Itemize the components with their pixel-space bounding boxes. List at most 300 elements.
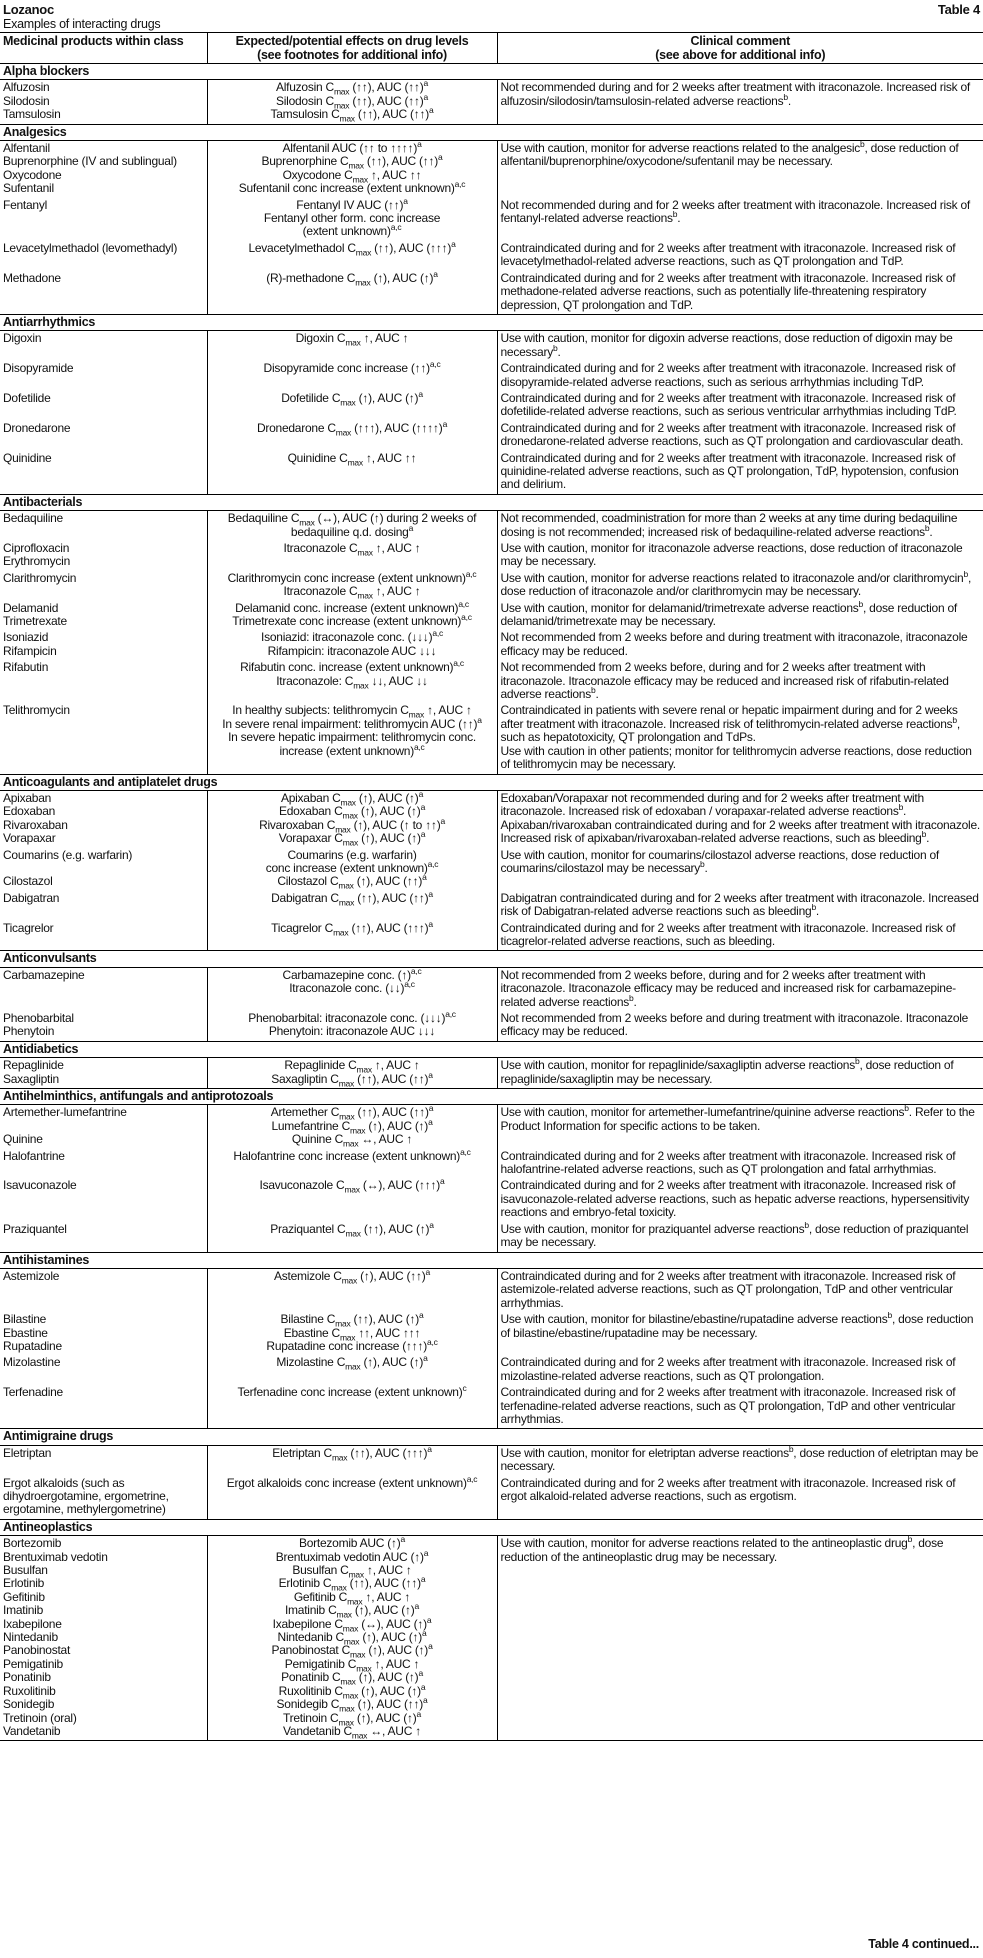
- effect-text: Digoxin $C_{max}$ ↑, AUC ↑: [295, 331, 409, 348]
- drug-names-cell: [0, 511, 207, 541]
- effects-cell: [207, 703, 497, 774]
- table-row: [0, 421, 983, 451]
- clinical-comment: Contraindicated during and for 2 weeks after treatment with itraconazole. Increased risk of levacetylmethadol-related adverse reactions, such as QT prolongation and TdP.: [500, 240, 956, 269]
- drug-names-cell: [0, 80, 207, 124]
- drug-names-cell: [0, 1011, 207, 1041]
- effect-text: Erlotinib $C_{max}$ (↑↑), AUC (↑↑)$^a$: [278, 1574, 426, 1593]
- drug-class-label: Antimigraine drugs: [0, 1429, 983, 1445]
- effect-text: Itraconazole $C_{max}$ ↑, AUC ↑: [283, 584, 421, 601]
- effect-text: Pemigatinib $C_{max}$ ↑, AUC ↑: [284, 1656, 420, 1674]
- effects-cell: [207, 511, 497, 541]
- drug-class-label: Antihelminthics, antifungals and antiprotozoals: [0, 1089, 983, 1105]
- drug-names-cell: [0, 921, 207, 951]
- drug-name: Rupatadine: [3, 1338, 62, 1353]
- drug-names-cell: [0, 1222, 207, 1252]
- effects-cell: [207, 1146, 497, 1179]
- effect-text: Sufentanil conc increase (extent unknown)$^{a,c}$: [238, 179, 466, 196]
- effects-cell: [207, 1219, 497, 1252]
- drug-class-row: [0, 1429, 983, 1445]
- column-header-effects: Expected/potential effects on drug levels (see footnotes for additional info): [207, 33, 497, 64]
- effect-text: Rupatadine conc increase (↑↑↑)$^{a,c}$: [266, 1336, 438, 1353]
- clinical-comment-cell: [497, 1011, 983, 1041]
- drug-name: Trimetrexate: [3, 614, 67, 629]
- effect-text: Lumefantrine $C_{max}$ (↑), AUC (↑)$^a$: [271, 1116, 433, 1136]
- drug-name: Isoniazid: [3, 630, 49, 645]
- effect-text: Astemizole $C_{max}$ (↑), AUC (↑↑)$^a$: [274, 1266, 430, 1286]
- drug-names-cell: [0, 391, 207, 421]
- drug-name: Alfentanil: [3, 141, 50, 156]
- clinical-comment: Use with caution, monitor for coumarins/cilostazol adverse reactions, dose reduction of coumarins/cilostazol may be necessary$^b$.: [500, 847, 939, 875]
- clinical-comment: Use with caution, monitor for digoxin adverse reactions, dose reduction of digoxin may be necessary$^b$.: [500, 331, 953, 359]
- table-row: [0, 1476, 983, 1520]
- table-row: [0, 630, 983, 660]
- effects-cell: [207, 918, 497, 951]
- clinical-comment-cell: [497, 1445, 983, 1475]
- effect-text: Carbamazepine conc. (↑)$^{a,c}$: [282, 965, 422, 982]
- clinical-comment: Contraindicated during and for 2 weeks after treatment with itraconazole. Increased risk of quinidine-related adverse reactions, such as QT prolongation, TdP, hypotension, confusion and delirium.: [500, 450, 959, 492]
- clinical-comment: Not recommended, coadministration for more than 2 weeks at any time during bedaquiline dosing is not recommended; increased risk of bedaquiline-related adverse reactions$^b$.: [500, 511, 958, 539]
- drug-names-cell: [0, 1445, 207, 1475]
- effect-text: Halofantrine conc increase (extent unknown)$^{a,c}$: [233, 1146, 471, 1163]
- effect-text: Ticagrelor $C_{max}$ (↑↑), AUC (↑↑↑)$^a$: [271, 918, 433, 937]
- effects-cell: [207, 1105, 497, 1149]
- effect-text: Repaglinide $C_{max}$ ↑, AUC ↑: [284, 1058, 420, 1075]
- effects-cell: [207, 451, 497, 495]
- drug-names-cell: [0, 848, 207, 891]
- drug-name: Sufentanil: [3, 181, 54, 196]
- effect-text: Tamsulosin $C_{max}$ (↑↑), AUC (↑↑)$^a$: [270, 105, 434, 124]
- drug-name: Methadone: [3, 270, 61, 285]
- effects-cell: [207, 848, 497, 891]
- drug-names-cell: [0, 891, 207, 921]
- clinical-comment: Contraindicated in patients with severe renal or hepatic impairment during and for 2 weeks after treatment with itraconazole. Increased risk of telithromycin-related adverse reactions$^b$, such as hepatotoxicity, QT prolongation and TdPs.: [500, 703, 960, 745]
- drug-name: Coumarins (e.g. warfarin): [3, 847, 133, 862]
- table-row: [0, 1105, 983, 1149]
- drug-name: Fentanyl: [3, 197, 48, 212]
- drug-names-cell: [0, 1268, 207, 1312]
- effect-text: Praziquantel $C_{max}$ (↑↑), AUC (↑)$^a$: [270, 1219, 434, 1239]
- clinical-comment-cell: [497, 361, 983, 391]
- effect-text: Isavuconazole $C_{max}$ (↔), AUC (↑↑↑)$^a$: [259, 1176, 445, 1195]
- drug-name: Ebastine: [3, 1325, 48, 1340]
- clinical-comment-cell: [497, 660, 983, 703]
- effect-text: Phenytoin: itraconazole AUC ↓↓↓: [268, 1024, 436, 1039]
- clinical-comment: Use with caution, monitor for adverse reactions related to itraconazole and/or clarithromycin$^b$, dose reduction of itraconazole and/or clarithromycin may be necessary.: [500, 568, 972, 599]
- drug-name: Quinidine: [3, 450, 52, 465]
- effect-text: Ixabepilone $C_{max}$ (↔), AUC (↑)$^a$: [272, 1614, 432, 1634]
- clinical-comment-cell: [497, 703, 983, 774]
- drug-class-row: [0, 124, 983, 140]
- effects-cell: [207, 1385, 497, 1429]
- effects-cell: [207, 568, 497, 601]
- drug-class-label: Antihistamines: [0, 1252, 983, 1268]
- clinical-comment-cell: [497, 1312, 983, 1355]
- drug-names-cell: [0, 1536, 207, 1741]
- table-row: [0, 391, 983, 421]
- effect-text: Edoxaban $C_{max}$ (↑), AUC (↑)$^a$: [278, 802, 426, 821]
- drug-name: Levacetylmethadol (levomethadyl): [3, 240, 178, 255]
- clinical-comment-cell: [497, 541, 983, 571]
- drug-name: Imatinib: [3, 1603, 44, 1618]
- effects-cell: [207, 888, 497, 921]
- table-row: [0, 198, 983, 241]
- drug-name: Dronedarone: [3, 420, 71, 435]
- clinical-comment: Edoxaban/Vorapaxar not recommended during and for 2 weeks after treatment with itraconazole. Increased risk of edoxaban / vorapaxar-related adverse reactions$^b$.: [500, 790, 924, 819]
- effect-text: Levacetylmethadol $C_{max}$ (↑↑), AUC (↑↑↑)$^a$: [248, 238, 456, 258]
- clinical-comment-cell: [497, 391, 983, 421]
- effect-text: Dofetilide $C_{max}$ (↑), AUC (↑)$^a$: [281, 388, 423, 408]
- effect-text: Dabigatran $C_{max}$ (↑↑), AUC (↑↑)$^a$: [271, 888, 433, 908]
- clinical-comment: Contraindicated during and for 2 weeks after treatment with itraconazole. Increased risk of mizolastine-related adverse reactions, such as QT prolongation.: [500, 1355, 956, 1383]
- table-row: [0, 1011, 983, 1041]
- drug-name: Ticagrelor: [3, 920, 54, 935]
- effects-cell: [207, 238, 497, 271]
- drug-name: Busulfan: [3, 1563, 48, 1578]
- clinical-comment-cell: [497, 921, 983, 951]
- drug-name: Rifampicin: [3, 643, 57, 658]
- clinical-comment: Apixaban/rivaroxaban contraindicated during and for 2 weeks after treatment with itraconazole. Increased risk of apixaban/rivaroxaban-related adverse reactions, such as bleeding$^b$.: [500, 817, 980, 846]
- effect-text: Itraconazole: $C_{max}$ ↓↓, AUC ↓↓: [276, 673, 428, 691]
- drug-name: Ruxolitinib: [3, 1683, 56, 1698]
- effect-text: Bilastine $C_{max}$ (↑↑), AUC (↑)$^a$: [280, 1310, 424, 1329]
- effect-text: Alfentanil AUC (↑↑ to ↑↑↑↑)$^a$: [282, 139, 422, 156]
- clinical-comment-cell: [497, 790, 983, 847]
- clinical-comment: Use with caution, monitor for itraconazole adverse reactions, dose reduction of itraconazole may be necessary.: [500, 541, 963, 569]
- effects-cell: [207, 598, 497, 631]
- drug-name: Delamanid: [3, 600, 59, 615]
- table-row: [0, 571, 983, 601]
- clinical-comment: Contraindicated during and for 2 weeks after treatment with itraconazole. Increased risk of dofetilide-related adverse reactions, such as serious ventricular arrhythmias including TdP.: [500, 390, 957, 419]
- table-row: [0, 1178, 983, 1221]
- drug-name: Silodosin: [3, 93, 50, 108]
- drug-names-cell: [0, 361, 207, 391]
- drug-names-cell: [0, 331, 207, 361]
- drug-name: Erythromycin: [3, 554, 71, 569]
- drug-name: Alfuzosin: [3, 80, 50, 95]
- drug-name: Artemether-lumefantrine: [3, 1105, 127, 1120]
- drug-names-cell: [0, 1105, 207, 1149]
- drug-name: Carbamazepine: [3, 967, 85, 982]
- effects-cell: [207, 630, 497, 660]
- effect-text: Quinidine $C_{max}$ ↑, AUC ↑↑: [287, 450, 417, 467]
- clinical-comment-cell: [497, 421, 983, 451]
- clinical-comment: Not recommended from 2 weeks before, during and for 2 weeks after treatment with itraconazole. Itraconazole efficacy may be reduced and increased risk for carbamazepine-related adverse reactions$^b$.: [500, 967, 956, 1009]
- table-continued-note: Table 4 continued...: [868, 1937, 979, 1951]
- drug-name: Eletriptan: [3, 1445, 52, 1460]
- effects-cell: [207, 141, 497, 198]
- column-header-drugs: Medicinal products within class: [0, 33, 207, 64]
- drug-name: Rifabutin: [3, 660, 49, 675]
- clinical-comment-cell: [497, 141, 983, 198]
- drug-names-cell: [0, 141, 207, 198]
- effect-text: Itraconazole $C_{max}$ ↑, AUC ↑: [283, 541, 421, 558]
- clinical-comment-cell: [497, 598, 983, 631]
- effect-text: Fentanyl IV AUC (↑↑)$^a$: [296, 195, 408, 212]
- effect-text: Nintedanib $C_{max}$ (↑), AUC (↑)$^a$: [277, 1628, 427, 1647]
- table-row: [0, 921, 983, 951]
- effects-cell: [207, 1312, 497, 1355]
- table-row: [0, 891, 983, 921]
- clinical-comment: Use with caution in other patients; monitor for telithromycin adverse reactions, dose reduction of telithromycin may be necessary.: [500, 743, 972, 772]
- effect-text: Imatinib $C_{max}$ (↑), AUC (↑)$^a$: [284, 1601, 420, 1620]
- clinical-comment: Contraindicated during and for 2 weeks after treatment with itraconazole. Increased risk of dronedarone-related adverse reactions, such as QT prolongation and cardiovascular death.: [500, 420, 964, 449]
- drug-names-cell: [0, 601, 207, 631]
- clinical-comment: Contraindicated during and for 2 weeks after treatment with itraconazole. Increased risk of halofantrine-related adverse reactions, such as QT prolongation and fatal arrhythmias.: [500, 1148, 956, 1177]
- effect-text: Brentuximab vedotin AUC (↑)$^a$: [275, 1547, 429, 1564]
- drug-names-cell: [0, 630, 207, 660]
- table-row: [0, 790, 983, 847]
- drug-names-cell: [0, 1149, 207, 1179]
- effect-text: Fentanyl other form. conc increase: [263, 211, 441, 226]
- effect-text: Alfuzosin $C_{max}$ (↑↑), AUC (↑↑)$^a$: [276, 78, 428, 97]
- clinical-comment-cell: [497, 1178, 983, 1221]
- table-row: [0, 1268, 983, 1312]
- effects-cell: [207, 660, 497, 703]
- drug-name: Halofantrine: [3, 1148, 65, 1163]
- drug-class-row: [0, 774, 983, 790]
- drug-names-cell: [0, 1312, 207, 1355]
- drug-class-row: [0, 1252, 983, 1268]
- effect-text: Itraconazole conc. (↓↓)$^{a,c}$: [289, 979, 415, 996]
- effect-text: Ponatinib $C_{max}$ (↑), AUC (↑)$^a$: [281, 1668, 423, 1687]
- effect-text: In severe hepatic impairment: telithromycin conc.: [228, 730, 476, 745]
- table-row: [0, 1222, 983, 1252]
- drug-names-cell: [0, 451, 207, 495]
- clinical-comment: Contraindicated during and for 2 weeks after treatment with itraconazole. Increased risk of terfenadine-related adverse reactions, such as QT prolongation, TdP and other ventricular arrhythmias.: [500, 1385, 956, 1426]
- drug-name: Bortezomib: [3, 1536, 62, 1551]
- effects-cell: [207, 80, 497, 124]
- drug-name: [3, 862, 204, 875]
- table-row: [0, 331, 983, 361]
- drug-name: Bedaquiline: [3, 511, 63, 526]
- clinical-comment-cell: [497, 1058, 983, 1089]
- effects-cell: [207, 418, 497, 451]
- drug-name: Bilastine: [3, 1312, 47, 1327]
- clinical-comment-cell: [497, 331, 983, 361]
- effect-text: bedaquiline q.d. dosing$^a$: [290, 522, 414, 539]
- effect-text: Mizolastine $C_{max}$ (↑), AUC (↑)$^a$: [276, 1353, 428, 1372]
- drug-name: Disopyramide: [3, 361, 74, 376]
- clinical-comment: Dabigatran contraindicated during and for 2 weeks after treatment with itraconazole. Increased risk of Dabigatran-related adverse reactions such as bleeding$^b$.: [500, 890, 979, 919]
- interaction-table: [0, 32, 983, 1741]
- effect-text: Vandetanib $C_{max}$ ↔, AUC ↑: [283, 1723, 421, 1741]
- header-row: [0, 0, 983, 17]
- effect-text: In healthy subjects: telithromycin $C_{max}$ ↑, AUC ↑: [232, 703, 472, 720]
- table-row: [0, 1385, 983, 1429]
- drug-names-cell: [0, 271, 207, 315]
- drug-name: Vorapaxar: [3, 831, 56, 846]
- clinical-comment-cell: [497, 1536, 983, 1741]
- effects-cell: [207, 1445, 497, 1475]
- drug-name: Dabigatran: [3, 890, 60, 905]
- drug-names-cell: [0, 1058, 207, 1089]
- effect-text: Rivaroxaban $C_{max}$ (↑), AUC (↑ to ↑↑)$^a$: [259, 815, 445, 835]
- table-subtitle: Examples of interacting drugs: [3, 17, 161, 31]
- table-row: [0, 451, 983, 495]
- drug-name: Phenobarbital: [3, 1011, 74, 1025]
- effects-cell: [207, 388, 497, 421]
- effect-text: Eletriptan $C_{max}$ (↑↑), AUC (↑↑↑)$^a$: [272, 1443, 432, 1463]
- clinical-comment: Use with caution, monitor for artemether-lumefantrine/quinine adverse reactions$^b$. Refer to the Product Information for specific actions to be taken.: [500, 1103, 975, 1133]
- drug-class-row: [0, 494, 983, 510]
- table-row: [0, 1312, 983, 1355]
- drug-name: Saxagliptin: [3, 1071, 59, 1086]
- effect-text: (R)-methadone $C_{max}$ (↑), AUC (↑)$^a$: [266, 268, 438, 288]
- drug-name: [3, 1120, 204, 1133]
- effect-text: Ergot alkaloids conc increase (extent unknown)$^{a,c}$: [226, 1473, 478, 1490]
- table-row: [0, 361, 983, 391]
- drug-class-label: Alpha blockers: [0, 64, 983, 80]
- drug-name: Phenytoin: [3, 1024, 55, 1039]
- drug-name: Mizolastine: [3, 1355, 61, 1370]
- drug-name: Ixabepilone: [3, 1616, 62, 1631]
- effect-text: Apixaban $C_{max}$ (↑), AUC (↑)$^a$: [280, 788, 424, 808]
- effect-text: Vorapaxar $C_{max}$ (↑), AUC (↑)$^a$: [278, 829, 426, 848]
- effect-text: Disopyramide conc increase (↑↑)$^{a,c}$: [263, 359, 441, 376]
- drug-name: Apixaban: [3, 790, 52, 805]
- table-header-row: [0, 33, 983, 64]
- table-row: [0, 241, 983, 271]
- effects-cell: [207, 195, 497, 241]
- drug-name: Gefitinib: [3, 1589, 45, 1604]
- effect-text: conc increase (extent unknown)$^{a,c}$: [265, 858, 439, 875]
- table-row: [0, 80, 983, 124]
- clinical-comment-cell: [497, 451, 983, 495]
- effect-text: (extent unknown)$^{a,c}$: [302, 222, 402, 239]
- effect-text: Oxycodone $C_{max}$ ↑, AUC ↑↑: [282, 167, 422, 185]
- clinical-comment: Not recommended during and for 2 weeks after treatment with itraconazole. Increased risk of fentanyl-related adverse reactions$^b$.: [500, 197, 970, 226]
- effect-text: In severe renal impairment: telithromycin AUC (↑↑)$^a$: [222, 714, 482, 731]
- effects-cell: [207, 790, 497, 847]
- table-row: [0, 141, 983, 198]
- drug-names-cell: [0, 703, 207, 774]
- effect-text: Tretinoin $C_{max}$ (↑), AUC (↑)$^a$: [282, 1708, 422, 1727]
- clinical-comment: Not recommended from 2 weeks before, during and for 2 weeks after treatment with itraconazole. Itraconazole efficacy may be reduced and increased risk of rifabutin-related adverse reactions$^b$.: [500, 660, 949, 702]
- effect-text: Sonidegib $C_{max}$ (↑), AUC (↑↑)$^a$: [276, 1695, 428, 1714]
- table-row: [0, 1058, 983, 1089]
- clinical-comment-cell: [497, 80, 983, 124]
- clinical-comment: Contraindicated during and for 2 weeks after treatment with itraconazole. Increased risk of isavuconazole-related adverse reactions, such as hepatic adverse reactions, hypersensitivity reactions and embryo-fetal toxicity.: [500, 1178, 970, 1220]
- clinical-comment-cell: [497, 241, 983, 271]
- clinical-comment-cell: [497, 1105, 983, 1149]
- effects-cell: [207, 331, 497, 361]
- drug-name: Telithromycin: [3, 703, 70, 718]
- drug-name: Brentuximab vedotin: [3, 1549, 108, 1564]
- drug-name: Oxycodone: [3, 167, 62, 182]
- table-row: [0, 1536, 983, 1741]
- effect-text: Terfenadine conc increase (extent unknown)$^c$: [237, 1383, 467, 1400]
- clinical-comment-cell: [497, 891, 983, 921]
- effect-text: Isoniazid: itraconazole conc. (↓↓↓)$^{a,c}$: [261, 628, 443, 645]
- table-row: [0, 601, 983, 631]
- clinical-comment-cell: [497, 630, 983, 660]
- drug-class-row: [0, 1041, 983, 1057]
- clinical-comment: Contraindicated during and for 2 weeks after treatment with itraconazole. Increased risk of ticagrelor-related adverse reactions, such as bleeding.: [500, 920, 956, 948]
- drug-names-cell: [0, 571, 207, 601]
- clinical-comment: Use with caution, monitor for delamanid/trimetrexate adverse reactions$^b$, dose reduction of delamanid/trimetrexate may be necessary.: [500, 598, 957, 629]
- effect-text: Quinine $C_{max}$ ↔, AUC ↑: [291, 1132, 413, 1149]
- drug-name: Buprenorphine (IV and sublingual): [3, 154, 177, 169]
- drug-name: Quinine: [3, 1132, 43, 1147]
- table-number: Table 4: [937, 2, 980, 17]
- drug-names-cell: [0, 790, 207, 847]
- drug-name: Rivaroxaban: [3, 817, 68, 832]
- effect-text: Bortezomib AUC (↑)$^a$: [298, 1534, 405, 1551]
- effects-cell: [207, 1536, 497, 1741]
- table-row: [0, 848, 983, 891]
- effects-cell: [207, 967, 497, 1011]
- effects-cell: [207, 361, 497, 391]
- effect-text: Rifampicin: itraconazole AUC ↓↓↓: [267, 643, 437, 658]
- drug-name: Tamsulosin: [3, 107, 61, 122]
- drug-names-cell: [0, 1355, 207, 1385]
- clinical-comment: Use with caution, monitor for bilastine/ebastine/rupatadine adverse reactions$^b$, dose reduction of bilastine/ebastine/rupatadine may be necessary.: [500, 1310, 974, 1340]
- drug-name: Praziquantel: [3, 1221, 67, 1236]
- drug-name: Edoxaban: [3, 804, 56, 819]
- effects-cell: [207, 541, 497, 571]
- table-row: [0, 703, 983, 774]
- clinical-comment-cell: [497, 511, 983, 541]
- table-row: [0, 1355, 983, 1385]
- table-row: [0, 967, 983, 1011]
- drug-names-cell: [0, 421, 207, 451]
- drug-name: Cilostazol: [3, 874, 53, 889]
- drug-class-label: Antiarrhythmics: [0, 314, 983, 330]
- drug-class-label: Analgesics: [0, 124, 983, 140]
- effect-text: Delamanid conc. increase (extent unknown)$^{a,c}$: [235, 598, 469, 615]
- effect-text: Clarithromycin conc increase (extent unknown)$^{a,c}$: [227, 568, 477, 585]
- effect-text: Gefitinib $C_{max}$ ↑, AUC ↑: [293, 1589, 411, 1607]
- drug-name: Ergot alkaloids (such as dihydroergotamine, ergometrine, ergotamine, methylergometrine): [3, 1475, 169, 1517]
- effects-cell: [207, 1355, 497, 1385]
- drug-class-label: Antidiabetics: [0, 1041, 983, 1057]
- effect-text: Silodosin $C_{max}$ (↑↑), AUC (↑↑)$^a$: [276, 91, 428, 111]
- clinical-comment: Not recommended during and for 2 weeks after treatment with itraconazole. Increased risk of alfuzosin/silodosin/tamsulosin-related adverse reactions$^b$.: [500, 80, 970, 108]
- drug-names-cell: [0, 1385, 207, 1429]
- clinical-comment: Contraindicated during and for 2 weeks after treatment with itraconazole. Increased risk of methadone-related adverse reactions, such as potentially life-threatening respiratory depression, QT prolongation and TdP.: [500, 270, 956, 312]
- drug-names-cell: [0, 1178, 207, 1221]
- clinical-comment-cell: [497, 271, 983, 315]
- drug-class-row: [0, 1519, 983, 1535]
- effect-text: increase (extent unknown)$^{a,c}$: [279, 741, 425, 758]
- clinical-comment: Use with caution, monitor for eletriptan adverse reactions$^b$, dose reduction of eletriptan may be necessary.: [500, 1443, 979, 1474]
- table-row: [0, 511, 983, 541]
- drug-class-label: Anticonvulsants: [0, 951, 983, 967]
- drug-name: Panobinostat: [3, 1643, 71, 1658]
- clinical-comment: Use with caution, monitor for adverse reactions related to the antineoplastic drug$^b$, dose reduction of the antineoplastic drug may be necessary.: [500, 1534, 944, 1564]
- effects-cell: [207, 1058, 497, 1089]
- drug-names-cell: [0, 660, 207, 703]
- effects-cell: [207, 1268, 497, 1312]
- effects-cell: [207, 1011, 497, 1041]
- table-row: [0, 660, 983, 703]
- effect-text: Dronedarone $C_{max}$ (↑↑↑), AUC (↑↑↑↑)$^a$: [256, 418, 448, 438]
- clinical-comment: Contraindicated during and for 2 weeks after treatment with itraconazole. Increased risk of disopyramide-related adverse reactions, such as serious arrhythmias including TdP.: [500, 361, 956, 389]
- clinical-comment-cell: [497, 1268, 983, 1312]
- effect-text: Trimetrexate conc increase (extent unknown)$^{a,c}$: [232, 612, 472, 629]
- effect-text: Panobinostat $C_{max}$ (↑), AUC (↑)$^a$: [271, 1641, 433, 1660]
- table-row: [0, 1445, 983, 1475]
- effect-text: Ruxolitinib $C_{max}$ (↑), AUC (↑)$^a$: [278, 1681, 426, 1701]
- drug-class-row: [0, 1089, 983, 1105]
- drug-name: Nintedanib: [3, 1630, 58, 1645]
- effect-text: Buprenorphine $C_{max}$ (↑↑), AUC (↑↑)$^a$: [261, 152, 443, 171]
- document-title: Lozanoc: [3, 2, 54, 17]
- clinical-comment: Use with caution, monitor for praziquantel adverse reactions$^b$, dose reduction of praziquantel may be necessary.: [500, 1219, 969, 1250]
- clinical-comment-cell: [497, 568, 983, 601]
- effects-cell: [207, 268, 497, 315]
- clinical-comment: Contraindicated during and for 2 weeks after treatment with itraconazole. Increased risk of ergot alkaloid-related adverse reactions, such as ergotism.: [500, 1475, 956, 1503]
